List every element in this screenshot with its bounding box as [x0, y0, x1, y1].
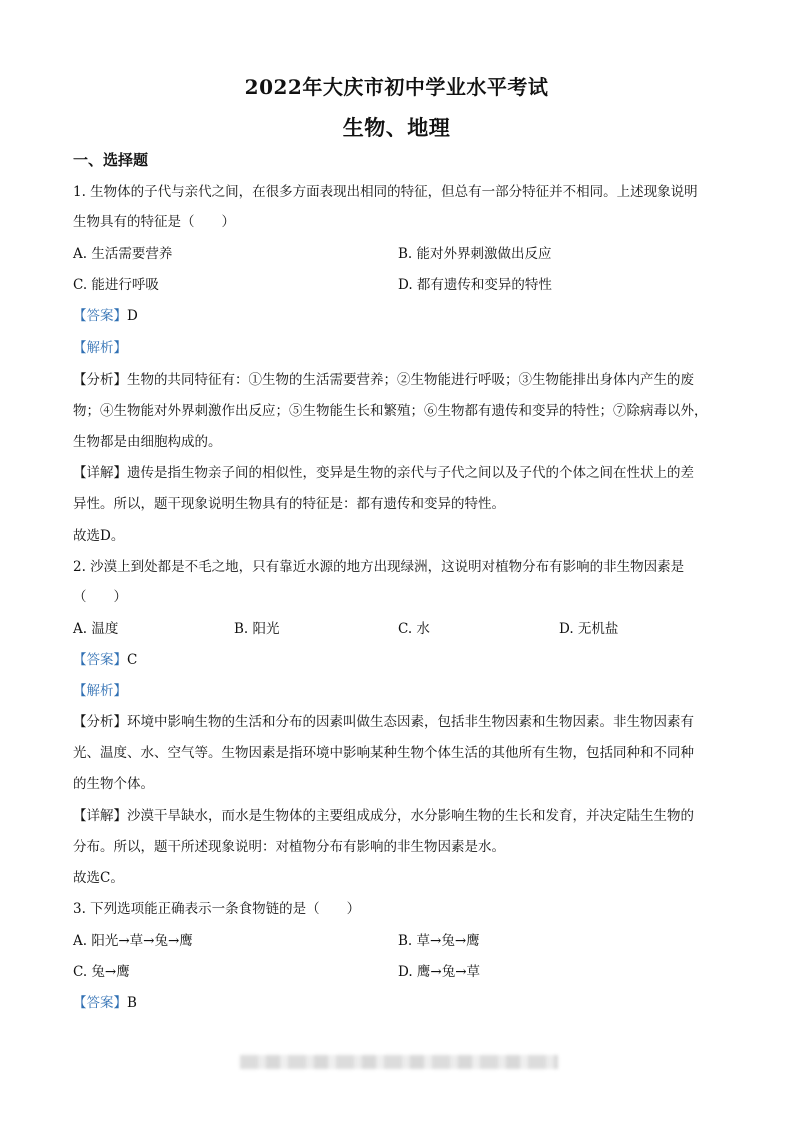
q2-xiangjie-text1: 沙漠干旱缺水，而水是生物体的主要组成成分，水分影响生物的生长和发育，并决定陆生生物的 — [127, 808, 694, 824]
exam-subtitle: 生物、地理 — [342, 115, 451, 140]
q3-answer-tag: 【答案】 — [73, 995, 127, 1011]
q2-conclusion: 故选C。 — [73, 870, 124, 886]
q2-option-c: C. 水 — [398, 621, 430, 637]
q1-option-d: D. 都有遗传和变异的特性 — [398, 277, 552, 293]
q2-fenxi-line2: 光、温度、水、空气等。生物因素是指环境中影响某种生物个体生活的其他所有生物，包括同种和不同种 — [73, 745, 694, 761]
q1-answer-tag: 【答案】 — [73, 308, 127, 324]
q2-answer-tag: 【答案】 — [73, 652, 127, 668]
q3-option-c: C. 兔→鹰 — [73, 964, 130, 980]
q3-option-a: A. 阳光→草→兔→鹰 — [73, 933, 193, 949]
q2-stem-line2: （ ） — [73, 589, 127, 605]
q1-stem-line2: 生物具有的特征是（ ） — [73, 214, 235, 230]
q1-fenxi-line2: 物；④生物能对外界刺激作出反应；⑤生物能生长和繁殖；⑥生物都有遗传和变异的特性；⑦除病毒以外， — [73, 403, 708, 419]
q2-option-b: B. 阳光 — [234, 621, 280, 637]
q1-xiangjie-tag: 【详解】 — [73, 465, 127, 481]
q1-xiangjie-line2: 异性。所以，题干现象说明生物具有的特征是：都有遗传和变异的特性。 — [73, 496, 505, 512]
q1-xiangjie-text1: 遗传是指生物亲子间的相似性，变异是生物的亲代与子代之间以及子代的个体之间在性状上的差 — [127, 465, 694, 481]
section-title: 一、选择题 — [73, 151, 149, 169]
q3-option-d: D. 鹰→兔→草 — [398, 964, 481, 980]
q1-option-b: B. 能对外界刺激做出反应 — [398, 246, 552, 262]
q2-xiangjie-tag: 【详解】 — [73, 808, 127, 824]
q1-option-a: A. 生活需要营养 — [73, 246, 173, 262]
q1-stem-line1: 1. 生物体的子代与亲代之间，在很多方面表现出相同的特征，但总有一部分特征并不相同。上述现象说明 — [73, 184, 698, 200]
q2-xiangjie-line2: 分布。所以，题干所述现象说明：对植物分布有影响的非生物因素是水。 — [73, 839, 505, 855]
q1-fenxi-text1: 生物的共同特征有：①生物的生活需要营养；②生物能进行呼吸；③生物能排出身体内产生的废 — [127, 372, 694, 388]
q1-fenxi-line3: 生物都是由细胞构成的。 — [73, 434, 222, 450]
q2-answer — [73, 650, 137, 670]
q3-stem-line1: 3. 下列选项能正确表示一条食物链的是（ ） — [73, 901, 361, 917]
q2-fenxi-text1: 环境中影响生物的生活和分布的因素叫做生态因素，包括非生物因素和生物因素。非生物因素有 — [127, 714, 694, 730]
q2-fenxi-line1 — [73, 712, 694, 732]
q1-answer-value: D — [127, 308, 138, 324]
q2-option-a: A. 温度 — [73, 621, 119, 637]
q1-fenxi-line1 — [73, 370, 694, 390]
q2-analysis-tag: 【解析】 — [73, 683, 127, 699]
blurred-footer-watermark — [240, 1055, 558, 1069]
q2-option-d: D. 无机盐 — [559, 621, 619, 637]
q1-answer — [73, 306, 138, 326]
q3-option-b: B. 草→兔→鹰 — [398, 933, 480, 949]
q1-option-c: C. 能进行呼吸 — [73, 277, 159, 293]
q2-fenxi-tag: 【分析】 — [73, 714, 127, 730]
q2-stem-line1: 2. 沙漠上到处都是不毛之地，只有靠近水源的地方出现绿洲，这说明对植物分布有影响的非生物因素是 — [73, 559, 685, 575]
q1-fenxi-tag: 【分析】 — [73, 372, 127, 388]
q1-analysis-tag: 【解析】 — [73, 340, 127, 356]
q3-answer — [73, 993, 137, 1013]
q2-xiangjie-line1 — [73, 806, 694, 826]
q3-answer-value: B — [127, 995, 137, 1011]
q2-fenxi-line3: 的生物个体。 — [73, 776, 154, 792]
q2-answer-value: C — [127, 652, 138, 668]
q1-conclusion: 故选D。 — [73, 528, 125, 544]
q1-xiangjie-line1 — [73, 463, 694, 483]
exam-title: 2022年大庆市初中学业水平考试 — [244, 75, 549, 99]
